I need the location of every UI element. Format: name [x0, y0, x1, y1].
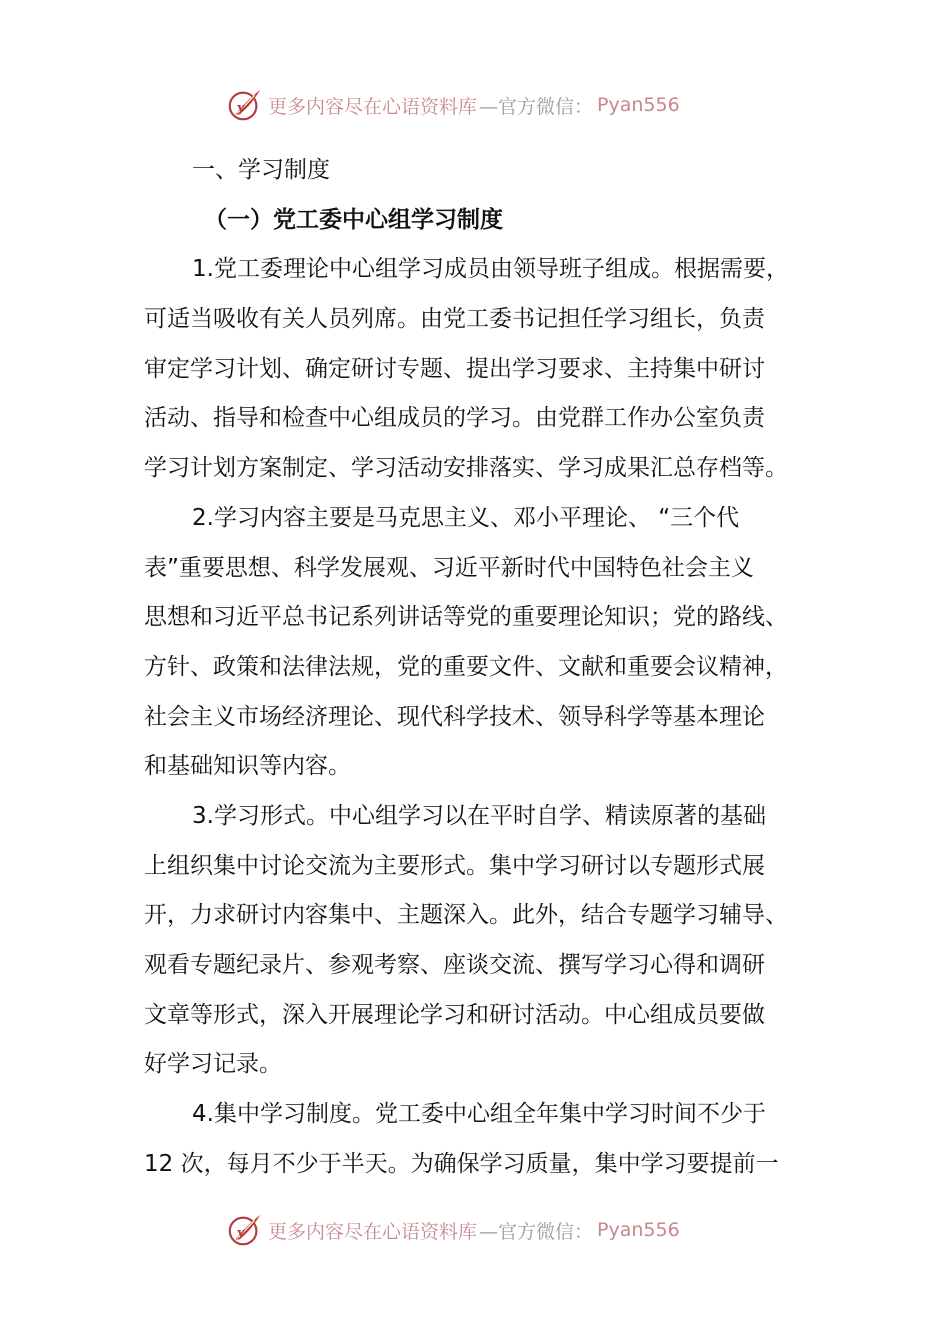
paragraph-line: 1.党工委理论中心组学习成员由领导班子组成。根据需要， — [192, 256, 789, 283]
paragraph-line: 开，力求研讨内容集中、主题深入。此外，结合专题学习辅导、 — [144, 902, 788, 929]
paragraph-line: 文章等形式，深入开展理论学习和研讨活动。中心组成员要做 — [144, 1001, 765, 1028]
paragraph-line: 学习计划方案制定、学习活动安排落实、学习成果汇总存档等。 — [144, 455, 788, 482]
paragraph-line: 4.集中学习制度。党工委中心组全年集中学习时间不少于 — [192, 1101, 766, 1128]
paragraph-line: 观看专题纪录片、参观考察、座谈交流、撰写学习心得和调研 — [144, 952, 765, 978]
quill-logo-icon — [226, 86, 264, 124]
paragraph-line: 思想和习近平总书记系列讲话等党的重要理论知识；党的路线、 — [144, 604, 788, 631]
paragraph-line: 12 次，每月不少于半天。为确保学习质量，集中学习要提前一 — [144, 1150, 779, 1177]
document-body — [144, 146, 824, 1189]
svg-text:y: y — [237, 1224, 245, 1240]
svg-text:y: y — [237, 99, 245, 115]
watermark-header — [226, 85, 680, 125]
watermark-sub-text: —官方微信： — [479, 1220, 594, 1243]
quill-logo-icon — [226, 1211, 264, 1249]
paragraph-line: 3.学习形式。中心组学习以在平时自学、精读原著的基础 — [192, 802, 766, 829]
paragraph-line: 好学习记录。 — [144, 1051, 282, 1078]
watermark-wechat-id: Pyan556 — [597, 94, 680, 116]
paragraph-line: 审定学习计划、确定研讨专题、提出学习要求、主持集中研讨 — [144, 355, 765, 382]
watermark-main-text: 更多内容尽在心语资料库 — [268, 95, 478, 118]
watermark-sub-text: —官方微信： — [479, 95, 594, 118]
paragraph-line: 和基础知识等内容。 — [144, 753, 351, 780]
subsection-heading: （一）党工委中心组学习制度 — [204, 206, 503, 233]
section-heading: 一、学习制度 — [192, 157, 330, 183]
watermark-main-text: 更多内容尽在心语资料库 — [268, 1220, 478, 1243]
paragraph-line: 活动、指导和检查中心组成员的学习。由党群工作办公室负责 — [144, 405, 765, 432]
paragraph-line: 2.学习内容主要是马克思主义、邓小平理论、 “三个代 — [192, 504, 740, 531]
watermark-footer — [226, 1210, 680, 1250]
paragraph-line: 表”重要思想、科学发展观、习近平新时代中国特色社会主义 — [144, 554, 754, 581]
paragraph-line: 社会主义市场经济理论、现代科学技术、领导科学等基本理论 — [144, 703, 765, 730]
paragraph-line: 方针、政策和法律法规，党的重要文件、文献和重要会议精神， — [144, 653, 788, 680]
paragraph-line: 上组织集中讨论交流为主要形式。集中学习研讨以专题形式展 — [144, 852, 765, 879]
paragraph-line: 可适当吸收有关人员列席。由党工委书记担任学习组长，负责 — [144, 306, 765, 333]
watermark-wechat-id: Pyan556 — [597, 1219, 680, 1241]
